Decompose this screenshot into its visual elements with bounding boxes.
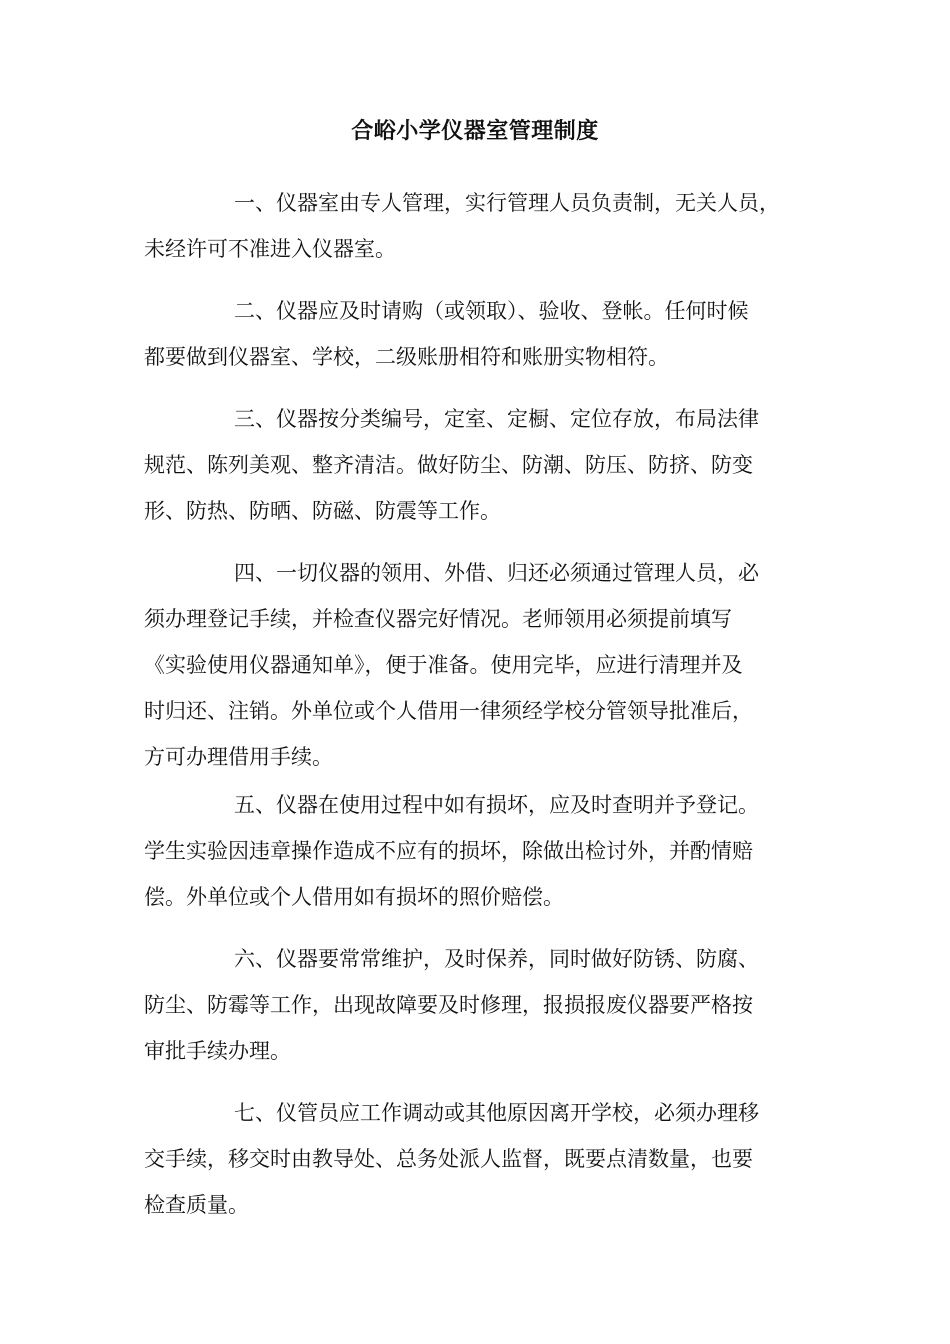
- paragraph-line: 须办理登记手续，并检查仪器完好情况。老师领用必须提前填写: [144, 607, 732, 631]
- rule-paragraph-5: [144, 782, 800, 920]
- paragraph-line: 时归还、注销。外单位或个人借用一律须经学校分管领导批准后，: [144, 699, 753, 723]
- paragraph-line: 规范、陈列美观、整齐清洁。做好防尘、防潮、防压、防挤、防变: [144, 453, 753, 477]
- paragraph-line: 六、仪器要常常维护，及时保养，同时做好防锈、防腐、: [234, 947, 759, 971]
- paragraph-line: 交手续，移交时由教导处、总务处派人监督，既要点清数量，也要: [144, 1147, 753, 1171]
- paragraph-line: 《实验使用仪器通知单》，便于准备。使用完毕，应进行清理并及: [144, 653, 743, 677]
- paragraph-line: 七、仪管员应工作调动或其他原因离开学校，必须办理移: [234, 1101, 759, 1125]
- paragraph-line: 二、仪器应及时请购（或领取）、验收、登帐。任何时候: [234, 299, 749, 323]
- rule-paragraph-1: [144, 180, 800, 272]
- rule-paragraph-7: [144, 1090, 800, 1228]
- paragraph-line: 防尘、防霉等工作，出现故障要及时修理，报损报废仪器要严格按: [144, 993, 753, 1017]
- paragraph-line: 学生实验因违章操作造成不应有的损坏，除做出检讨外，并酌情赔: [144, 839, 753, 863]
- paragraph-line: 偿。外单位或个人借用如有损坏的照价赔偿。: [144, 885, 564, 909]
- paragraph-line: 四、一切仪器的领用、外借、归还必须通过管理人员，必: [234, 561, 759, 585]
- paragraph-line: 都要做到仪器室、学校，二级账册相符和账册实物相符。: [144, 345, 669, 369]
- paragraph-line: 检查质量。: [144, 1193, 249, 1217]
- paragraph-line: 形、防热、防晒、防磁、防震等工作。: [144, 499, 501, 523]
- paragraph-line: 未经许可不准进入仪器室。: [144, 237, 396, 261]
- rule-paragraph-3: [144, 396, 800, 534]
- document-title: 合峪小学仪器室管理制度: [351, 119, 599, 144]
- paragraph-line: 方可办理借用手续。: [144, 745, 333, 769]
- rule-paragraph-6: [144, 936, 800, 1074]
- paragraph-line: 审批手续办理。: [144, 1039, 291, 1063]
- paragraph-line: 一、仪器室由专人管理，实行管理人员负责制，无关人员，: [234, 191, 780, 215]
- paragraph-line: 三、仪器按分类编号，定室、定橱、定位存放，布局法律: [234, 407, 759, 431]
- rule-paragraph-4: [144, 550, 800, 780]
- paragraph-line: 五、仪器在使用过程中如有损坏，应及时查明并予登记。: [234, 793, 759, 817]
- rule-paragraph-2: [144, 288, 800, 380]
